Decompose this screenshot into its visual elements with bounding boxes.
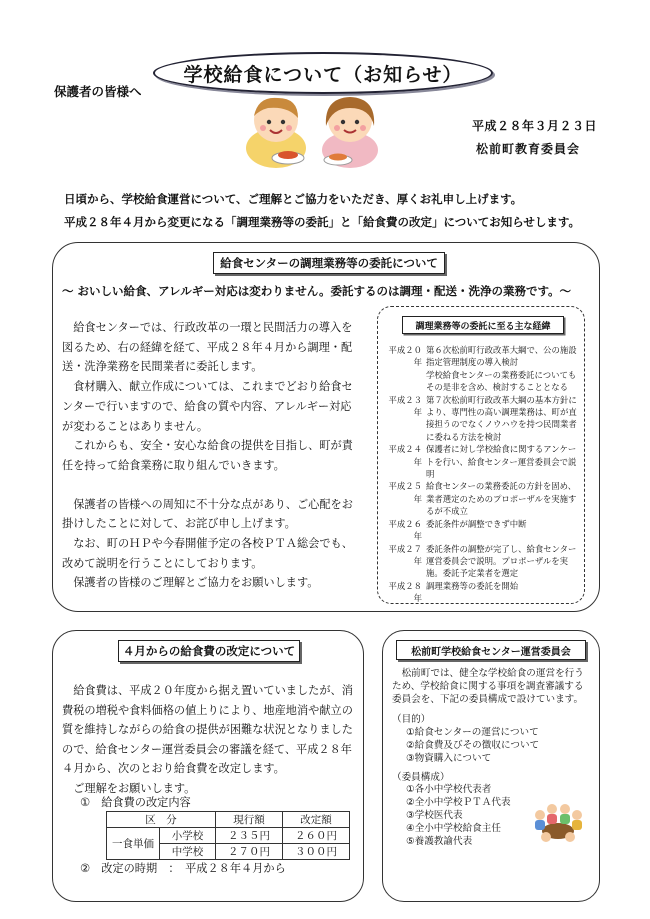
table-cell: 小学校 [160,828,216,844]
outsourcing-section-title: 給食センターの調理業務等の委託について [213,252,445,274]
history-year: 平成２４年 [388,444,422,467]
paragraph: 給食費は、平成２０年度から据え置いていましたが、消費税の増税や食料価格の値上りにより、地産地消や献立の質を維持しながらの給食の提供が困難な状況となりましたので、給食センター運営委員会の審議を経て、平成２８年４月から、次のとおり給食費を改定します。 [62,684,353,776]
list-item: ③物資購入について [406,752,492,764]
table-cell: 一食単価 [107,828,160,860]
history-title: 調理業務等の委託に至る主な経緯 [402,316,564,334]
history-text: 給食センターの業務委託の方針を固め、業者選定のためのプロポーザルを実施するが不成立 [426,481,577,517]
history-text: 委託条件の調整が完了し、給食センター運営委員会で説明。プロポーザルを実施。委託予定業者を選定 [426,543,577,579]
list-item: ⑤養護教諭代表 [406,835,473,847]
history-row [384,518,580,543]
paragraph: 給食センターでは、行政改革の一環と民間活力の導入を図るため、右の経緯を経て、平成２８年４月から調理・配送・洗浄業務を民間業者に委託します。 [62,321,353,374]
list-item: ②給食費及びその徴収について [406,739,540,751]
table-row [107,812,350,828]
table-cell: ２７０円 [216,844,283,860]
list-item: ①給食センターの運営について [406,727,539,739]
history-year: 平成２５年 [388,481,422,504]
history-row [384,369,580,394]
history-list [384,344,580,605]
paragraph: 保護者の皆様のご理解とご協力をお願いします。 [73,576,319,590]
fee-item-1: ① 給食費の改定内容 [80,796,191,809]
history-row [384,443,580,480]
intro-line-1: 日頃から、学校給食運営について、ご理解とご協力をいただき、厚くお礼申し上げます。 [64,192,523,206]
fee-table [106,811,350,860]
history-text: 学校給食センターの業務委託についてもその是非を含め、検討することとなる [426,369,577,393]
paragraph: 食材購入、献立作成については、これまでどおり給食センターで行いますので、給食の質や内容、アレルギー対応が変わることはありません。 [62,380,353,433]
page-title: 学校給食について（お知らせ） [153,52,493,94]
history-row [384,344,580,369]
greeting: 保護者の皆様へ [54,84,142,99]
fee-section-title: ４月からの給食費の改定について [118,640,300,662]
table-cell: ２３５円 [216,828,283,844]
table-cell: 中学校 [160,844,216,860]
paragraph: ご理解をお願いします。 [73,781,196,795]
history-year: 平成２０年 [388,345,422,368]
purpose-label: （目的） [392,714,431,726]
paragraph: なお、町のＨＰや今春開催予定の各校ＰＴＡ総会でも、改めて説明を行うことにしております。 [62,537,353,570]
paragraph: 保護者の皆様への周知に不十分な点があり、ご心配をお掛けしたことに対して、お詫び申し上げます。 [62,497,353,531]
fee-body [62,681,358,799]
history-year: 平成２６年 [388,518,422,542]
table-cell: ２６０円 [283,828,350,844]
intro-text [64,188,580,234]
outsourcing-subtitle: ～ おいしい給食、アレルギー対応は変わりません。委託するのは調理・配送・洗浄の業務です。～ [62,284,572,298]
table-cell: ３００円 [283,844,350,860]
issue-date: 平成２８年３月２３日 [472,119,598,133]
history-year: 平成２８年 [388,580,422,604]
history-year: 平成２７年 [388,543,422,566]
members-label: （委員構成） [392,771,450,783]
history-row [384,580,580,605]
paragraph: これからも、安全・安心な給食の提供を目指し、町が責任を持って給食業務に取り組んでいきます。 [62,439,353,472]
list-item: ①各小中学校代表者 [406,784,492,796]
committee-section-title: 松前町学校給食センター運営委員会 [396,640,586,660]
meeting-illustration [528,797,588,845]
table-header: 改定額 [283,812,350,828]
history-text: 保護者に対し学校給食に関するアンケートを行い、給食センター運営委員会で説明 [426,444,577,480]
outsourcing-body [62,318,362,593]
history-text: 調理業務等の委託を開始 [426,580,519,591]
list-item: ②全小中学校ＰＴＡ代表 [406,797,511,809]
table-header: 区 分 [107,812,216,828]
history-text: 委託条件が調整できず中断 [426,518,527,529]
history-row [384,480,580,517]
list-item: ③学校医代表 [406,809,463,821]
issuer: 松前町教育委員会 [476,142,581,156]
table-header: 現行額 [216,812,283,828]
paragraph: 松前町では、健全な学校給食の運営を行うため、学校給食に関する事項を調査審議する委員会を、下記の委員構成で設けています。 [392,668,584,705]
history-row [384,394,580,444]
intro-line-2: 平成２８年４月から変更になる「調理業務等の委託」と「給食費の改定」についてお知らせします。 [64,215,580,229]
list-item: ④全小中学校給食主任 [406,822,501,834]
history-year: 平成２３年 [388,394,422,418]
history-year [384,369,426,394]
history-text: 第７次松前町行政改革大綱の基本方針により、専門性の高い調理業務は、町が直接担うのでなくノウハウを持つ民間業者に委ねる方法を検討 [426,394,577,442]
children-eating-illustration [228,92,398,170]
fee-item-2: ② 改定の時期 ： 平成２８年４月から [80,862,286,875]
history-row [384,543,580,580]
table-row [107,828,350,844]
history-text: 第６次松前町行政改革大綱で、公の施設指定管理制度の導入検討 [426,345,577,368]
